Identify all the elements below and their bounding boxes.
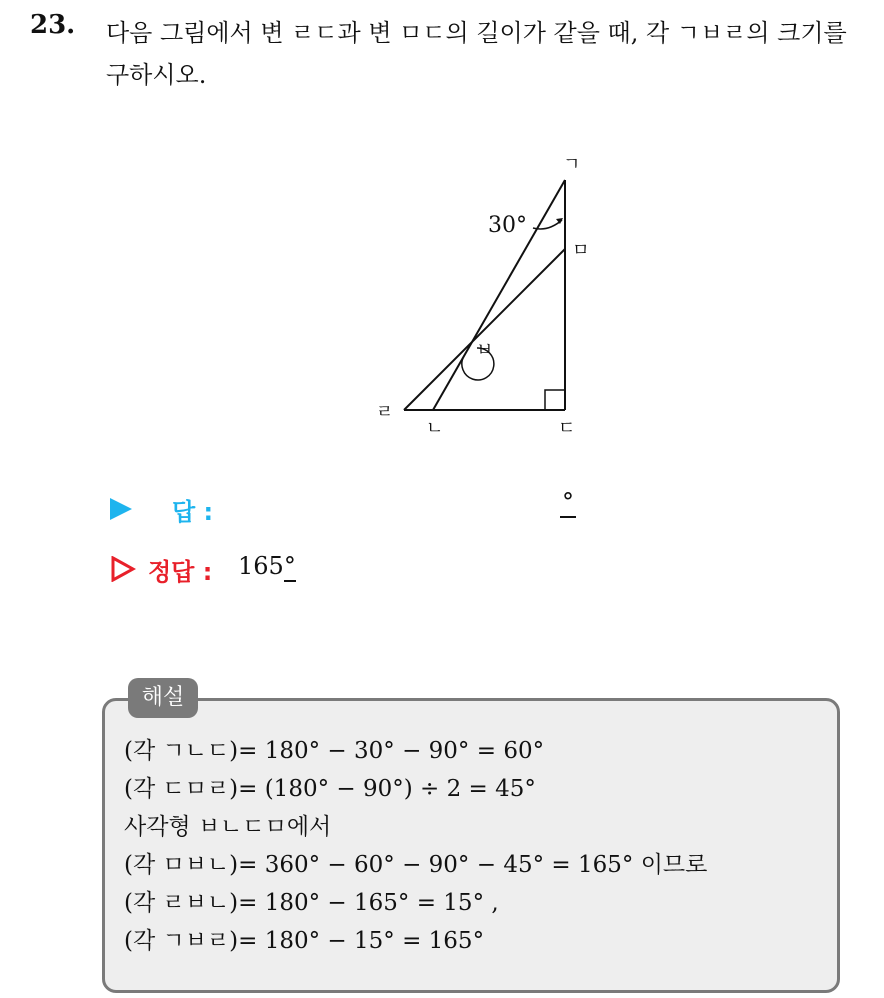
side-r-m xyxy=(404,249,565,410)
label-b: ㅂ xyxy=(476,340,494,361)
solution-line: (각 ㅁㅂㄴ)= 360° − 60° − 90° − 45° = 165° 이므로 xyxy=(124,852,708,878)
solution-line: (각 ㄹㅂㄴ)= 180° − 165° = 15° , xyxy=(124,890,499,916)
solution-line: 사각형 ㅂㄴㄷㅁ에서 xyxy=(124,814,332,840)
answer-unit: ° xyxy=(562,488,574,516)
answer-label: 답 : xyxy=(172,498,214,526)
solution-line: (각 ㄱㄴㄷ)= 180° − 30° − 90° = 60° xyxy=(124,738,545,764)
label-m: ㅁ xyxy=(572,240,590,261)
solution-line: (각 ㄷㅁㄹ)= (180° − 90°) ÷ 2 = 45° xyxy=(124,776,536,802)
solution-badge: 해설 xyxy=(128,678,198,718)
play-arrow-icon xyxy=(110,498,132,520)
question-text: 다음 그림에서 변 ㄹㄷ과 변 ㅁㄷ의 길이가 같을 때, 각 ㄱㅂㄹ의 크기를 구하시오. xyxy=(106,19,847,89)
angle-label-30: 30° xyxy=(488,213,527,238)
question-number: 23. xyxy=(30,10,76,40)
outline-arrow-icon xyxy=(110,556,136,582)
right-angle-mark xyxy=(545,390,565,410)
correct-answer-value xyxy=(238,552,296,580)
correct-answer-unit: ° xyxy=(283,552,296,580)
label-g: ㄱ xyxy=(563,154,581,175)
correct-answer-row xyxy=(108,550,608,590)
label-n: ㄴ xyxy=(426,418,444,439)
answer-row xyxy=(108,488,608,528)
label-d: ㄷ xyxy=(558,418,576,439)
correct-answer-label: 정답 : xyxy=(148,558,213,586)
geometry-figure xyxy=(360,150,600,440)
solution-lines xyxy=(124,732,824,960)
label-r: ㄹ xyxy=(376,402,394,423)
answer-blank[interactable] xyxy=(560,488,576,516)
correct-answer-number: 165 xyxy=(238,552,284,580)
solution-line: (각 ㄱㅂㄹ)= 180° − 15° = 165° xyxy=(124,928,485,954)
